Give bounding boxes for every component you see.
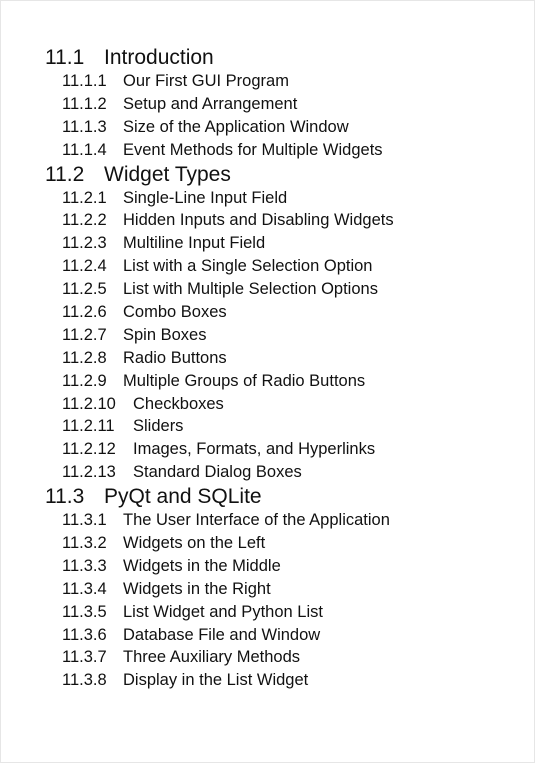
entry-number: 11.2.8	[62, 348, 107, 367]
entry-title: Spin Boxes	[123, 325, 207, 344]
entry-number: 11.2.2	[62, 211, 107, 230]
toc-entry-11-2-11	[45, 415, 515, 438]
toc-entry-11-2-13	[45, 461, 515, 484]
toc-entry-11-1-4	[45, 139, 515, 162]
toc-entry-11-2-4	[45, 255, 515, 278]
entry-title: Three Auxiliary Methods	[123, 648, 300, 667]
entry-number: 11.2.3	[62, 234, 107, 253]
table-of-contents	[45, 45, 515, 692]
entry-title: Standard Dialog Boxes	[133, 463, 302, 482]
entry-number: 11.3.7	[62, 648, 107, 667]
toc-entry-11-3-5	[45, 601, 515, 624]
entry-title: Widgets in the Middle	[123, 556, 281, 575]
entry-number: 11.1.2	[62, 94, 107, 113]
toc-entry-11-2-10	[45, 393, 515, 416]
toc-entry-11-2-1	[45, 187, 515, 210]
entry-number: 11.3.8	[62, 671, 107, 690]
entry-number: 11.2.7	[62, 325, 107, 344]
toc-entry-11-1-1	[45, 70, 515, 93]
entry-title: List Widget and Python List	[123, 602, 323, 621]
entry-number: 11.3.6	[62, 625, 107, 644]
toc-entry-11-3-3	[45, 555, 515, 578]
section-title: Introduction	[104, 46, 214, 69]
entry-number: 11.1.1	[62, 72, 107, 90]
entry-title: Single-Line Input Field	[123, 188, 288, 207]
entry-title: Widgets in the Right	[123, 579, 271, 598]
entry-title: Multiple Groups of Radio Buttons	[123, 371, 366, 390]
entry-title: Radio Buttons	[123, 348, 227, 367]
entry-number: 11.2.5	[62, 280, 107, 299]
entry-number: 11.2.1	[62, 188, 107, 207]
toc-entry-11-2-5	[45, 278, 515, 301]
section-title: PyQt and SQLite	[104, 485, 262, 509]
entry-number: 11.1.3	[62, 117, 107, 136]
entry-title: Database File and Window	[123, 625, 321, 644]
toc-entry-11-2-2	[45, 209, 515, 232]
section-number: 11.2	[45, 162, 85, 186]
toc-entry-11-2-3	[45, 232, 515, 255]
entry-title: Widgets on the Left	[123, 534, 266, 553]
entry-number: 11.2.10	[62, 394, 116, 413]
entry-title: List with Multiple Selection Options	[123, 280, 378, 299]
entry-number: 11.2.9	[62, 371, 107, 390]
entry-title: List with a Single Selection Option	[123, 257, 373, 276]
entry-title: Images, Formats, and Hyperlinks	[133, 440, 376, 459]
toc-section-11-1	[45, 45, 515, 70]
entry-number: 11.2.11	[62, 417, 115, 436]
entry-title: Sliders	[133, 417, 184, 436]
toc-entry-11-2-9	[45, 370, 515, 393]
entry-number: 11.3.3	[62, 556, 107, 575]
entry-title: Multiline Input Field	[123, 234, 266, 253]
toc-entry-11-2-7	[45, 324, 515, 347]
section-number: 11.1	[45, 46, 85, 69]
toc-entry-11-2-8	[45, 347, 515, 370]
toc-entry-11-3-6	[45, 624, 515, 647]
toc-section-11-2	[45, 162, 515, 187]
toc-entry-11-3-2	[45, 532, 515, 555]
entry-number: 11.3.5	[62, 602, 107, 621]
toc-entry-11-3-8	[45, 669, 515, 692]
entry-number: 11.2.13	[62, 463, 116, 482]
section-number: 11.3	[45, 485, 85, 509]
entry-title: Our First GUI Program	[123, 72, 289, 90]
entry-title: Checkboxes	[133, 394, 224, 413]
entry-title: Size of the Application Window	[123, 117, 349, 136]
entry-title: Hidden Inputs and Disabling Widgets	[123, 211, 394, 230]
entry-title: Display in the List Widget	[123, 671, 309, 690]
section-title: Widget Types	[104, 162, 231, 186]
toc-entry-11-2-6	[45, 301, 515, 324]
entry-number: 11.3.4	[62, 579, 107, 598]
entry-title: The User Interface of the Application	[123, 511, 390, 530]
entry-number: 11.3.1	[62, 511, 107, 530]
entry-number: 11.2.4	[62, 257, 107, 276]
toc-entry-11-3-1	[45, 509, 515, 532]
entry-number: 11.2.12	[62, 440, 116, 459]
toc-entry-11-1-3	[45, 116, 515, 139]
entry-title: Setup and Arrangement	[123, 94, 298, 113]
entry-number: 11.3.2	[62, 534, 107, 553]
entry-title: Combo Boxes	[123, 303, 227, 322]
toc-entry-11-3-7	[45, 646, 515, 669]
toc-section-11-3	[45, 484, 515, 509]
toc-entry-11-2-12	[45, 438, 515, 461]
entry-title: Event Methods for Multiple Widgets	[123, 140, 383, 159]
toc-entry-11-3-4	[45, 578, 515, 601]
entry-number: 11.1.4	[62, 140, 107, 159]
toc-entry-11-1-2	[45, 93, 515, 116]
entry-number: 11.2.6	[62, 303, 107, 322]
